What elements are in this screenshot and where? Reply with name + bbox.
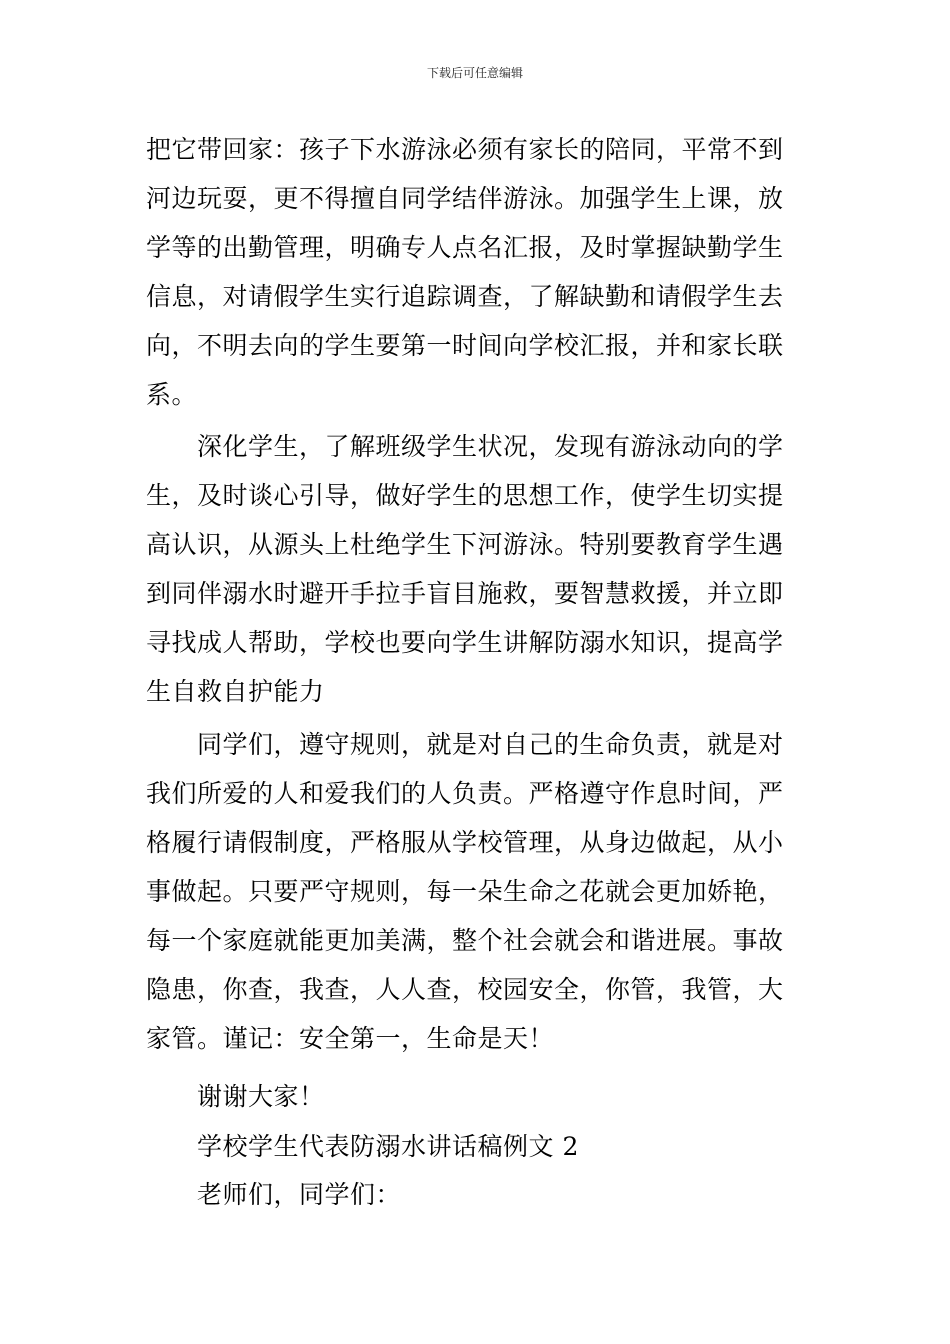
text-line: 隐患，你查，我查，人人查，校园安全，你管，我管，大 <box>146 975 784 1004</box>
text-line: 生，及时谈心引导，做好学生的思想工作，使学生切实提 <box>146 481 784 510</box>
text-line: 高认识，从源头上杜绝学生下河游泳。特别要教育学生遇 <box>146 530 784 559</box>
paragraph-school-measures <box>146 125 808 419</box>
text-line: 老师们，同学们： <box>197 1180 402 1209</box>
text-line: 学校学生代表防溺水讲话稿例文 2 <box>197 1132 579 1161</box>
text-line: 寻找成人帮助，学校也要向学生讲解防溺水知识，提高学 <box>146 628 784 657</box>
text-line: 我们所爱的人和爱我们的人负责。严格遵守作息时间，严 <box>146 779 784 808</box>
text-line: 学等的出勤管理，明确专人点名汇报，及时掌握缺勤学生 <box>146 233 784 262</box>
text-line: 事做起。只要严守规则，每一朵生命之花就会更加娇艳， <box>146 877 784 906</box>
text-line: 生自救自护能力 <box>146 677 325 706</box>
text-line: 格履行请假制度，严格服从学校管理，从身边做起，从小 <box>146 828 784 857</box>
text-line: 家管。谨记：安全第一，生命是天！ <box>146 1024 555 1053</box>
text-line: 同学们，遵守规则，就是对自己的生命负责，就是对 <box>197 730 784 759</box>
text-line: 把它带回家：孩子下水游泳必须有家长的陪同，平常不到 <box>146 135 784 164</box>
paragraph-follow-rules <box>146 720 808 1063</box>
text-line: 每一个家庭就能更加美满，整个社会就会和谐进展。事故 <box>146 926 784 955</box>
text-line: 向，不明去向的学生要第一时间向学校汇报，并和家长联 <box>146 331 784 360</box>
page-header: 下载后可任意编辑 <box>426 66 523 80</box>
section-title <box>146 1122 808 1171</box>
text-line: 到同伴溺水时避开手拉手盲目施救，要智慧救援，并立即 <box>146 579 784 608</box>
paragraph-greeting <box>146 1170 808 1219</box>
text-line: 信息，对请假学生实行追踪调查，了解缺勤和请假学生去 <box>146 282 784 311</box>
text-line: 谢谢大家！ <box>197 1082 325 1111</box>
text-line: 河边玩耍，更不得擅自同学结伴游泳。加强学生上课，放 <box>146 184 784 213</box>
text-line: 深化学生，了解班级学生状况，发现有游泳动向的学 <box>197 432 784 461</box>
text-line: 系。 <box>146 380 198 409</box>
paragraph-thanks <box>146 1072 808 1121</box>
paragraph-student-education <box>146 422 808 716</box>
